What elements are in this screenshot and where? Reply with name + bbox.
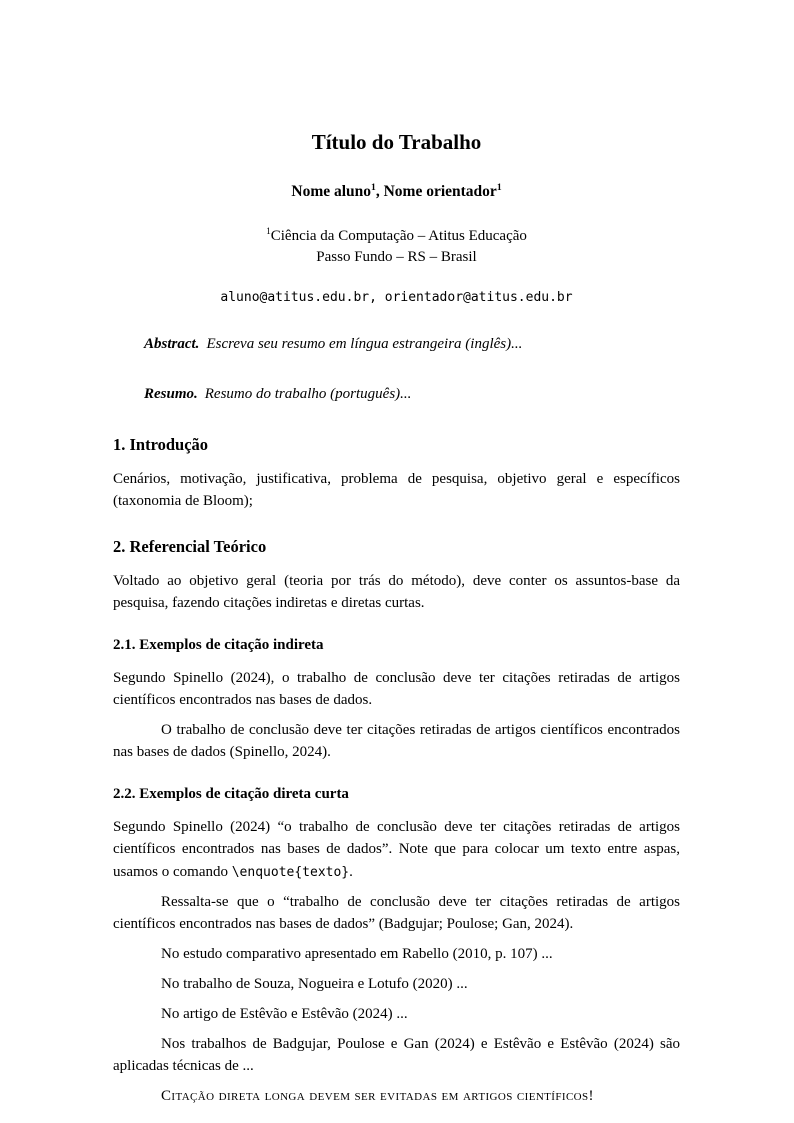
resumo-label: Resumo. [144,386,198,403]
latex-enquote-command: \enquote{texto} [231,864,350,880]
emails-line: aluno@atitus.edu.br, orientador@atitus.edu.br [220,289,573,305]
paragraph-exemplo-rabello: No estudo comparativo apresentado em Rabello (2010, p. 107) ... [161,945,553,962]
paragraph-text-before-command: Segundo Spinello (2024) “o trabalho de conclusão deve ter citações retiradas de artigos científicos encontrados nas bases de dados”. Note que para colocar um texto entre aspas, usamos o comando [113,819,680,880]
author-2-name: Nome orientador [383,183,497,201]
affiliation-location: Passo Fundo – RS – Brasil [316,248,477,265]
paragraph-exemplo-souza: No trabalho de Souza, Nogueira e Lotufo (2020) ... [161,975,468,992]
abstract-block [144,334,649,356]
paragraph-citacao-direta-2: Ressalta-se que o “trabalho de conclusão deve ter citações retiradas de artigos científicos encontrados nas bases de dados” (Badgujar; Poulose; Gan, 2024). [113,893,680,932]
author-2-affil-mark: 1 [496,182,502,193]
resumo-text: Resumo do trabalho (português)... [204,386,412,403]
section-heading-2: 2. Referencial Teórico [113,537,267,557]
paragraph-citacao-indireta-2: O trabalho de conclusão deve ter citações retiradas de artigos científicos encontrados nas bases de dados (Spinello, 2024). [113,722,680,761]
affiliation-mark: 1 [266,227,271,238]
paragraph-citacao-indireta-1: Segundo Spinello (2024), o trabalho de conclusão deve ter citações retiradas de artigos científicos encontrados nas bases de dados. [113,670,680,709]
author-1-affil-mark: 1 [371,182,376,193]
subsection-heading-2-2: 2.2. Exemplos de citação direta curta [113,786,349,803]
affiliation-institution: Ciência da Computação – Atitus Educação [270,228,527,245]
subsection-heading-2-1: 2.1. Exemplos de citação indireta [113,637,324,654]
affiliation-block [113,226,680,267]
authors-line [113,182,680,201]
paragraph-referencial: Voltado ao objetivo geral (teoria por trás do método), deve conter os assuntos-base da pesquisa, fazendo citações indiretas e diretas curtas. [113,573,680,612]
paragraph-citacao-direta-1 [113,816,680,882]
resumo-block [144,384,649,406]
author-1-name: Nome aluno [291,183,372,201]
section-heading-1: 1. Introdução [113,435,209,455]
paragraph-exemplo-estevao: No artigo de Estêvão e Estêvão (2024) ... [161,1005,408,1022]
abstract-text: Escreva seu resumo em língua estrangeira (inglês)... [206,335,523,352]
paper-title: Título do Trabalho [311,130,482,154]
paragraph-text-after-command: . [349,863,353,880]
paragraph-intro: Cenários, motivação, justificativa, problema de pesquisa, objetivo geral e específicos (taxonomia de Bloom); [113,471,680,510]
abstract-label: Abstract. [144,335,200,352]
authors-separator: , [375,183,384,201]
paragraph-exemplo-badgujar: Nos trabalhos de Badgujar, Poulose e Gan (2024) e Estêvão e Estêvão (2024) são aplicadas técnicas de ... [113,1035,680,1074]
paragraph-smallcaps-warning: Citação direta longa devem ser evitadas em artigos científicos! [161,1087,594,1104]
